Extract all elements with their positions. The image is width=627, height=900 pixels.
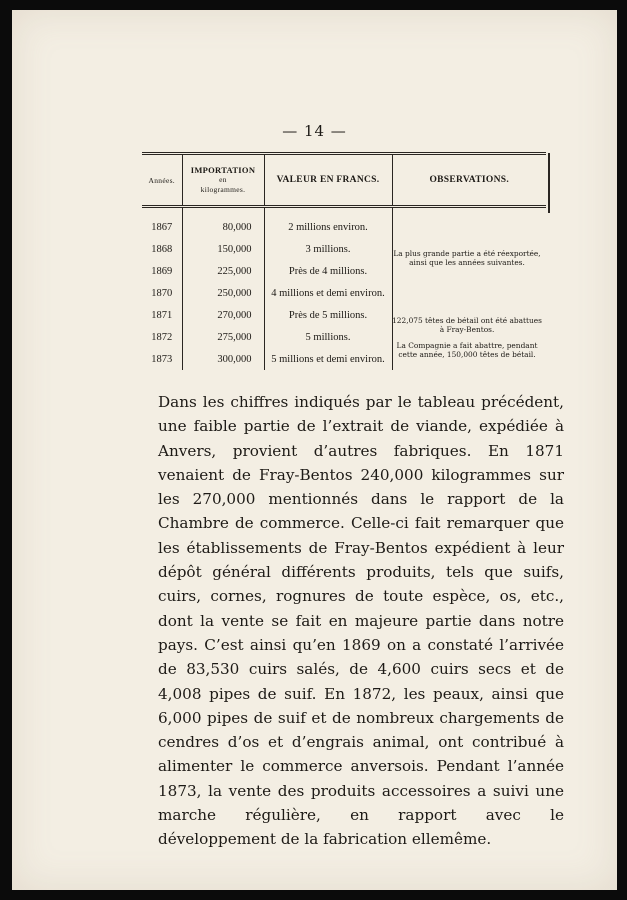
observation-note: La plus grande partie a été réexportée, ainsi que les années suivantes.	[393, 249, 541, 267]
cell-value: 3 millions.	[264, 238, 392, 260]
cell-kg: 270,000	[182, 304, 264, 326]
cell-kg: 300,000	[182, 348, 264, 370]
cell-kg: 80,000	[182, 207, 264, 239]
observation-note: La Compagnie a fait abattre, pendant cette année, 150,000 têtes de bétail.	[396, 341, 538, 359]
cell-value: Près de 5 millions.	[264, 304, 392, 326]
header-import-title: IMPORTATION	[190, 165, 256, 175]
paragraph-text: Dans les chiffres indiqués par le tableau précédent, une faible partie de l’extrait de viande, expédiée à Anvers, provient d’autres fabriques. En 1871 venaient de Fray-Bentos 240,000 kilogrammes sur les 270,000 mentionnés dans le rapport de la Chambre de commerce. Celle-ci fait remarquer que les établissements de Fray-Bentos expédient à leur dépôt général différents produits, tels que suifs, cuirs, cornes, rognures de toute espèce, os, etc., dont la vente se fait en majeure partie dans notre pays. C’est ainsi qu’en 1869 on a constaté l’arrivée de 83,530 cuirs salés, de 4,600 cuirs secs et de 4,008 pipes de suif. En 1872, les peaux, ainsi que 6,000 pipes de suif et de nombreux chargements de cendres d’os et d’engrais animal, ont contribué à alimenter le commerce anversois. Pendant l’année 1873, la vente des produits accessoires a suivi une marche régulière, en rapport avec le développement de la fabrication ellemême.	[158, 393, 564, 849]
cell-year: 1870	[142, 282, 182, 304]
cell-kg: 250,000	[182, 282, 264, 304]
header-import-sub1: en	[219, 175, 227, 184]
cell-value: 5 millions.	[264, 326, 392, 348]
table-row	[142, 207, 546, 239]
import-table	[142, 152, 546, 389]
header-year: Années.	[142, 155, 182, 207]
observation-note: 122,075 têtes de bétail ont été abattues à Fray-Bentos.	[392, 316, 542, 334]
cell-year: 1872	[142, 326, 182, 348]
cell-year: 1867	[142, 207, 182, 239]
table-header-row	[142, 155, 546, 207]
cell-value: 4 millions et demi environ.	[264, 282, 392, 304]
header-value: VALEUR EN FRANCS.	[264, 155, 392, 207]
cell-year: 1869	[142, 260, 182, 282]
document-page	[12, 10, 617, 890]
cell-value: 2 millions environ.	[264, 207, 392, 239]
cell-year: 1873	[142, 348, 182, 370]
body-paragraph	[158, 390, 564, 852]
cell-year: 1871	[142, 304, 182, 326]
header-import-sub2: kilogrammes.	[200, 185, 246, 194]
cell-kg: 275,000	[182, 326, 264, 348]
header-import	[182, 155, 264, 207]
cell-value: Près de 4 millions.	[264, 260, 392, 282]
cell-kg: 150,000	[182, 238, 264, 260]
header-observations: OBSERVATIONS.	[392, 155, 546, 207]
cell-kg: 225,000	[182, 260, 264, 282]
cell-value: 5 millions et demi environ.	[264, 348, 392, 370]
page-number: — 14 —	[282, 122, 347, 140]
cell-year: 1868	[142, 238, 182, 260]
